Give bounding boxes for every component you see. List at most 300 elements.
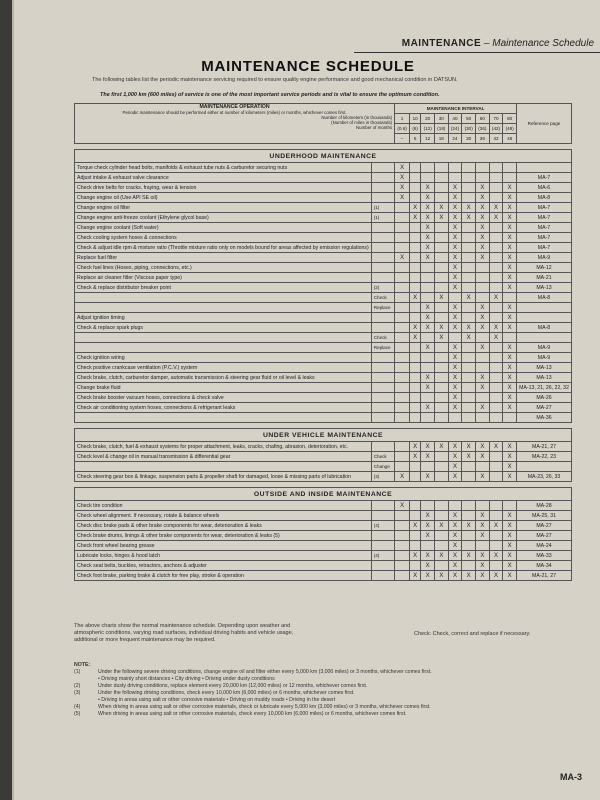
interval-mark: X [410, 551, 421, 561]
operation-cell: Check front wheel bearing grease [75, 541, 372, 551]
interval-mark [489, 283, 503, 293]
interval-mark [489, 353, 503, 363]
table-row [75, 462, 572, 472]
interval-mark: X [410, 293, 421, 303]
interval-mark [503, 333, 517, 343]
interval-mark: X [395, 472, 410, 482]
section-title: UNDERHOOD MAINTENANCE [75, 150, 572, 163]
operation-cell: Check air conditioning system hoses, connections & refrigerant leaks [75, 403, 372, 413]
table-row [75, 293, 572, 303]
interval-mark: X [421, 253, 435, 263]
schedule-footnote: The above charts show the normal maintenance schedule. Depending upon weather and atmospheric conditions, varying road surfaces, individual driving habits and vehicle usage, additional or more frequent maintenance may be required. [74, 623, 294, 643]
operation-cell: Change engine anti-freeze coolant (Ethylene glycol base) [75, 213, 372, 223]
interval-mark: X [462, 452, 476, 462]
interval-mark [395, 521, 410, 531]
interval-mark [410, 501, 421, 511]
interval-mark [434, 253, 448, 263]
interval-cell: (12) [421, 124, 435, 134]
interval-mark [489, 541, 503, 551]
interval-mark [448, 501, 462, 511]
interval-mark [421, 333, 435, 343]
sub-operation-cell [371, 541, 394, 551]
section-header-row [75, 488, 572, 501]
interval-mark: X [448, 253, 462, 263]
interval-mark [395, 333, 410, 343]
interval-mark: X [421, 233, 435, 243]
interval-mark: X [448, 511, 462, 521]
interval-mark [410, 531, 421, 541]
interval-mark [476, 283, 490, 293]
interval-mark [462, 313, 476, 323]
interval-mark: X [421, 213, 435, 223]
interval-mark [476, 333, 490, 343]
interval-mark: X [503, 511, 517, 521]
interval-mark [395, 442, 410, 452]
interval-mark [489, 253, 503, 263]
interval-mark [462, 472, 476, 482]
interval-mark [489, 313, 503, 323]
operation-cell: Check drive belts for cracks, fraying, wear & tension [75, 183, 372, 193]
interval-mark: X [410, 323, 421, 333]
note-number: (2) [74, 683, 81, 689]
note-item [74, 683, 574, 690]
reference-page-cell: MA-7 [517, 213, 572, 223]
sub-operation-cell [371, 313, 394, 323]
interval-mark [434, 393, 448, 403]
sub-operation-cell: (4) [371, 551, 394, 561]
reference-page-cell: MA-7 [517, 203, 572, 213]
interval-mark: X [489, 203, 503, 213]
interval-mark: X [503, 393, 517, 403]
interval-cell: 48 [503, 134, 517, 144]
interval-mark [448, 173, 462, 183]
interval-mark: X [476, 223, 490, 233]
interval-mark: X [462, 571, 476, 581]
interval-mark [434, 452, 448, 462]
interval-mark [489, 273, 503, 283]
interval-mark: X [395, 183, 410, 193]
table-row [75, 531, 572, 541]
interval-mark: X [476, 551, 490, 561]
interval-mark: X [489, 551, 503, 561]
operation-cell: Check tire condition [75, 501, 372, 511]
interval-mark [489, 163, 503, 173]
operation-cell: Lubricate locks, hinges & hood latch [75, 551, 372, 561]
operation-cell: Adjust ignition timing [75, 313, 372, 323]
interval-mark: X [503, 273, 517, 283]
interval-mark [476, 393, 490, 403]
interval-mark [434, 501, 448, 511]
interval-mark: X [503, 193, 517, 203]
interval-mark [395, 551, 410, 561]
note-text: Under the following driving conditions, check every 10,000 km (6,000 miles) or 6 months, whichever comes first. [98, 690, 355, 696]
interval-mark [421, 293, 435, 303]
interval-mark: X [462, 213, 476, 223]
interval-mark: X [489, 333, 503, 343]
table-row [75, 511, 572, 521]
reference-page-cell: MA-21, 27 [517, 571, 572, 581]
interval-mark [489, 223, 503, 233]
table-row [75, 363, 572, 373]
sub-operation-cell [371, 253, 394, 263]
interval-mark [462, 253, 476, 263]
interval-mark [503, 173, 517, 183]
interval-mark: X [503, 442, 517, 452]
interval-mark: X [448, 213, 462, 223]
interval-mark [395, 283, 410, 293]
reference-page-cell: MA-13, 21, 26, 22, 32 [517, 383, 572, 393]
interval-mark [410, 313, 421, 323]
operation-cell: Check ignition wiring [75, 353, 372, 363]
interval-mark: X [503, 183, 517, 193]
interval-mark [395, 462, 410, 472]
interval-mark [395, 452, 410, 462]
interval-cell: (18) [434, 124, 448, 134]
note-text: • Driving in areas using salt or other corrosive materials • Driving on muddy roads • Driving in the desert [98, 697, 336, 703]
interval-mark [421, 501, 435, 511]
interval-mark [421, 541, 435, 551]
table-header-row [75, 104, 572, 114]
interval-mark: X [448, 313, 462, 323]
interval-mark [395, 343, 410, 353]
operation-cell: Check positive crankcase ventilation (P.C.V.) system [75, 363, 372, 373]
interval-mark [421, 163, 435, 173]
interval-mark: X [503, 462, 517, 472]
interval-mark: X [476, 213, 490, 223]
interval-mark [434, 263, 448, 273]
header-section: MAINTENANCE [401, 38, 482, 49]
manual-page [12, 0, 600, 800]
operation-cell: Check fuel lines (Hoses, piping, connections, etc.) [75, 263, 372, 273]
interval-mark [462, 413, 476, 423]
interval-cell: 30 [462, 134, 476, 144]
interval-mark: X [476, 472, 490, 482]
interval-cell: 60 [476, 114, 490, 124]
interval-mark [434, 343, 448, 353]
section-title: OUTSIDE AND INSIDE MAINTENANCE [75, 488, 572, 501]
interval-mark [476, 263, 490, 273]
interval-mark: X [410, 333, 421, 343]
interval-mark: X [476, 531, 490, 541]
interval-mark [476, 173, 490, 183]
operation-note: Periodic maintenance should be performed either at number of kilometers (miles) or months, whichever comes first. [122, 110, 347, 115]
interval-mark: X [476, 243, 490, 253]
interval-mark [395, 531, 410, 541]
sub-operation-cell: Check [371, 293, 394, 303]
interval-mark: X [476, 561, 490, 571]
table-row [75, 472, 572, 482]
interval-mark: X [434, 521, 448, 531]
reference-page-cell: MA-36 [517, 413, 572, 423]
operation-cell [75, 413, 372, 423]
interval-mark [462, 561, 476, 571]
interval-mark: X [503, 363, 517, 373]
sub-operation-cell [371, 353, 394, 363]
interval-mark: X [448, 233, 462, 243]
interval-mark [448, 333, 462, 343]
interval-mark: X [448, 363, 462, 373]
interval-cell: 42 [489, 134, 503, 144]
interval-mark: X [476, 253, 490, 263]
interval-row-label: Number of months [356, 125, 393, 130]
interval-mark [462, 163, 476, 173]
interval-mark [395, 263, 410, 273]
interval-mark [410, 343, 421, 353]
interval-mark [434, 233, 448, 243]
interval-mark: X [462, 521, 476, 531]
interval-row-label: (Number of miles in thousands) [331, 120, 393, 125]
operation-cell [75, 462, 372, 472]
interval-mark [462, 193, 476, 203]
interval-mark: X [434, 442, 448, 452]
intro-text: The following tables list the periodic maintenance servicing required to ensure quality engine performance and good mechanical condition in DATSUN. [92, 77, 458, 83]
interval-cell: (6) [410, 124, 421, 134]
interval-mark [462, 501, 476, 511]
running-header [402, 38, 594, 49]
interval-mark: X [421, 343, 435, 353]
operation-cell: Check & replace spark plugs [75, 323, 372, 333]
interval-mark: X [503, 303, 517, 313]
interval-mark: X [503, 531, 517, 541]
section-title: UNDER VEHICLE MAINTENANCE [75, 429, 572, 442]
interval-mark [434, 173, 448, 183]
sub-operation-cell [371, 511, 394, 521]
table-row [75, 213, 572, 223]
interval-mark [462, 373, 476, 383]
interval-mark [410, 353, 421, 363]
sub-operation-cell [371, 173, 394, 183]
table-row [75, 253, 572, 263]
interval-mark [395, 511, 410, 521]
interval-mark: X [421, 323, 435, 333]
interval-mark: X [421, 203, 435, 213]
interval-mark [421, 363, 435, 373]
interval-mark [395, 323, 410, 333]
interval-mark [395, 571, 410, 581]
header-subsection: – Maintenance Schedule [483, 38, 594, 49]
sub-operation-cell [371, 561, 394, 571]
interval-mark [434, 373, 448, 383]
operation-cell: Change engine coolant (Soft water) [75, 223, 372, 233]
interval-cell: (42) [489, 124, 503, 134]
reference-page-cell: MA-34 [517, 561, 572, 571]
interval-mark: X [503, 521, 517, 531]
interval-cell: 24 [448, 134, 462, 144]
interval-mark: X [503, 253, 517, 263]
interval-mark [410, 413, 421, 423]
sub-operation-cell: (4) [371, 521, 394, 531]
interval-row-label: Number of kilometers (in thousands) [321, 115, 393, 120]
interval-mark: X [421, 521, 435, 531]
interval-mark [489, 531, 503, 541]
interval-mark [489, 393, 503, 403]
interval-mark [476, 363, 490, 373]
table-row [75, 173, 572, 183]
reference-page-cell [517, 303, 572, 313]
note-text: When driving in areas using salt or other corrosive materials, check every 10,000 km (6,000 miles) or 6 months, whichever comes first. [98, 711, 407, 717]
operation-cell [75, 293, 372, 303]
interval-mark: X [448, 373, 462, 383]
table-row [75, 323, 572, 333]
interval-mark [489, 243, 503, 253]
interval-mark [434, 531, 448, 541]
interval-mark: X [503, 213, 517, 223]
notes-block [74, 662, 574, 718]
interval-mark [489, 511, 503, 521]
interval-mark: X [503, 383, 517, 393]
interval-mark: X [462, 323, 476, 333]
interval-mark [489, 173, 503, 183]
table-row [75, 452, 572, 462]
interval-mark: X [410, 203, 421, 213]
interval-mark: X [448, 323, 462, 333]
interval-mark: X [476, 303, 490, 313]
interval-mark [395, 353, 410, 363]
interval-mark [434, 353, 448, 363]
interval-mark: X [476, 521, 490, 531]
operation-cell: Check brake, clutch, carburetor damper, automatic transmission & steering gear fluid or oil level & leaks [75, 373, 372, 383]
interval-mark: X [448, 393, 462, 403]
interval-mark: X [421, 561, 435, 571]
interval-mark: X [476, 313, 490, 323]
interval-mark [476, 163, 490, 173]
interval-mark: X [448, 203, 462, 213]
table-row [75, 163, 572, 173]
interval-mark [503, 293, 517, 303]
reference-page-cell [517, 333, 572, 343]
interval-mark [489, 472, 503, 482]
interval-mark [395, 413, 410, 423]
operation-cell: Check level & change oil in manual transmission & differential gear [75, 452, 372, 462]
table-row [75, 413, 572, 423]
interval-mark: X [395, 163, 410, 173]
interval-mark: X [410, 571, 421, 581]
reference-page-cell: MA-26 [517, 393, 572, 403]
reference-page-cell [517, 462, 572, 472]
sub-operation-cell [371, 403, 394, 413]
operation-cell: Replace air cleaner filter (Viscous paper type) [75, 273, 372, 283]
interval-mark: X [395, 173, 410, 183]
interval-mark: X [503, 283, 517, 293]
interval-mark [476, 462, 490, 472]
note-number: (5) [74, 711, 81, 717]
reference-page-cell: MA-7 [517, 173, 572, 183]
table-row [75, 333, 572, 343]
interval-mark [421, 283, 435, 293]
operation-cell: Check brake, clutch, fuel & exhaust systems for proper attachment, leaks, cracks, chafing, abrasion, deterioration, etc. [75, 442, 372, 452]
interval-mark: X [421, 193, 435, 203]
reference-page-cell: MA-9 [517, 253, 572, 263]
reference-page-cell: MA-8 [517, 193, 572, 203]
interval-mark [462, 511, 476, 521]
interval-mark [489, 343, 503, 353]
table-row [75, 521, 572, 531]
interval-mark: X [489, 213, 503, 223]
interval-mark [434, 183, 448, 193]
sub-operation-cell [371, 501, 394, 511]
interval-mark [434, 462, 448, 472]
interval-mark [395, 303, 410, 313]
sub-operation-cell: (1) [371, 213, 394, 223]
interval-mark: X [503, 223, 517, 233]
interval-mark: X [448, 343, 462, 353]
interval-mark: X [448, 353, 462, 363]
table-row [75, 373, 572, 383]
interval-mark [410, 373, 421, 383]
interval-mark [410, 283, 421, 293]
interval-mark: X [395, 501, 410, 511]
interval-mark [421, 353, 435, 363]
interval-mark: X [421, 303, 435, 313]
reference-page-cell: MA-12 [517, 263, 572, 273]
interval-mark [421, 393, 435, 403]
interval-mark [395, 561, 410, 571]
interval-cell: 70 [489, 114, 503, 124]
interval-mark: X [448, 551, 462, 561]
reference-page-cell: MA-6 [517, 183, 572, 193]
interval-mark: X [503, 323, 517, 333]
interval-mark: X [503, 263, 517, 273]
interval-mark: X [448, 561, 462, 571]
interval-mark [462, 383, 476, 393]
interval-mark: X [476, 442, 490, 452]
interval-mark [434, 511, 448, 521]
interval-mark [462, 243, 476, 253]
table-row [75, 203, 572, 213]
interval-mark [489, 263, 503, 273]
interval-mark: X [476, 183, 490, 193]
interval-mark: X [503, 343, 517, 353]
interval-mark: X [395, 193, 410, 203]
interval-mark: X [476, 203, 490, 213]
interval-mark: X [421, 571, 435, 581]
reference-page-cell [517, 163, 572, 173]
interval-mark [434, 561, 448, 571]
note-text: When driving in areas using salt or other corrosive materials, check or lubricate every 5,000 km (3,000 miles) or 3 months, whichever comes first. [98, 704, 431, 710]
interval-mark [410, 183, 421, 193]
interval-mark [434, 163, 448, 173]
interval-mark [434, 193, 448, 203]
interval-mark [462, 531, 476, 541]
interval-cell: (0.6) [395, 124, 410, 134]
sub-operation-cell [371, 571, 394, 581]
interval-mark [434, 223, 448, 233]
operation-label: MAINTENANCE OPERATION [199, 104, 270, 110]
interval-mark: X [448, 243, 462, 253]
interval-mark: X [503, 571, 517, 581]
interval-mark [434, 413, 448, 423]
interval-mark: X [448, 273, 462, 283]
sub-operation-cell [371, 263, 394, 273]
interval-mark: X [421, 442, 435, 452]
note-number: (1) [74, 669, 81, 675]
table-row [75, 561, 572, 571]
interval-mark [410, 223, 421, 233]
interval-mark [476, 293, 490, 303]
interval-mark: X [448, 303, 462, 313]
interval-mark: X [421, 243, 435, 253]
interval-mark: X [421, 313, 435, 323]
sub-operation-cell: (3) [371, 472, 394, 482]
reference-page-cell: MA-27 [517, 403, 572, 413]
interval-mark: X [421, 183, 435, 193]
interval-mark [489, 413, 503, 423]
note-item [74, 711, 574, 718]
interval-mark [434, 383, 448, 393]
interval-mark: X [448, 403, 462, 413]
interval-mark [462, 273, 476, 283]
note-number: (4) [74, 704, 81, 710]
